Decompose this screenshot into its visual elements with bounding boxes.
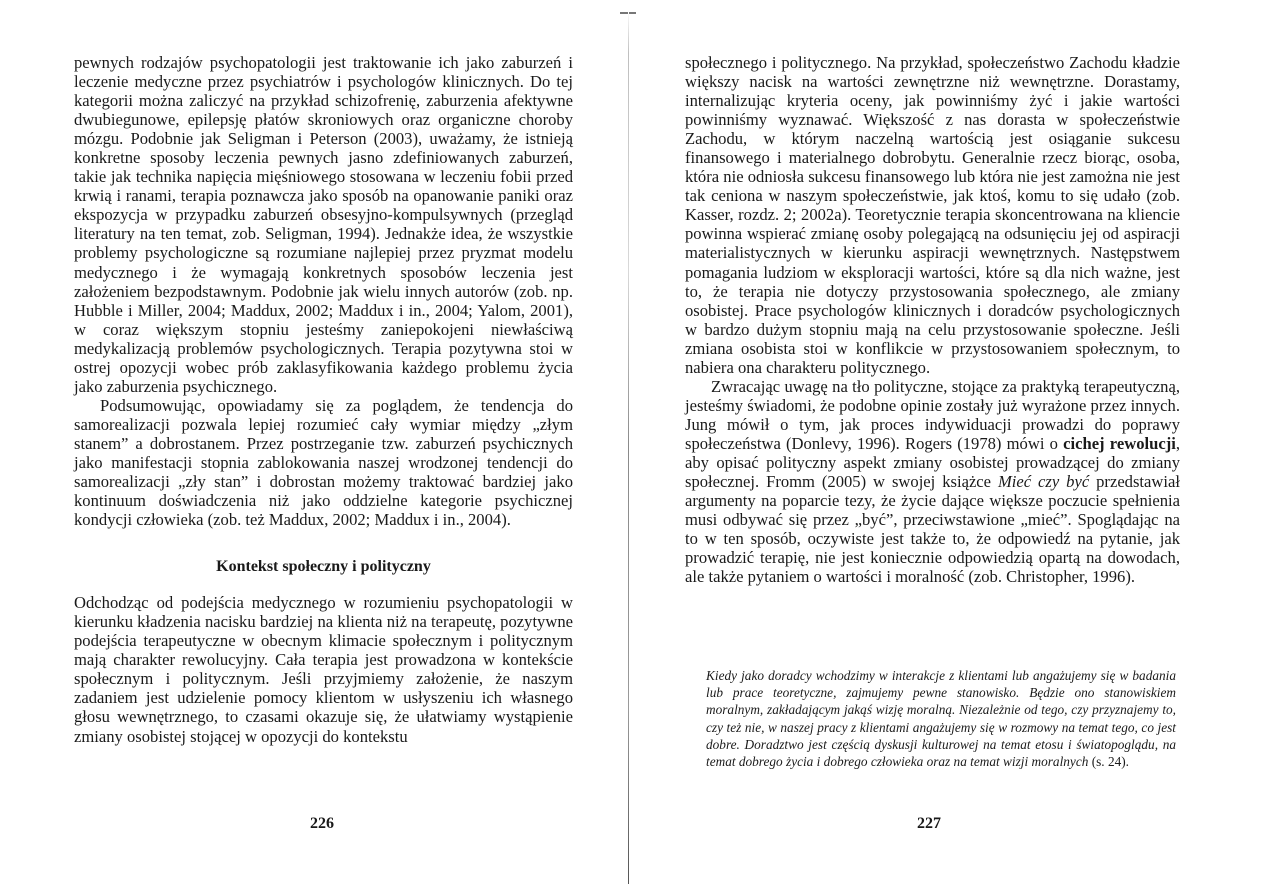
page-number: 226 (310, 815, 334, 832)
body-paragraph: Podsumowując, opowiadamy się za poglądem, że tendencja do samorealizacji pozwala lepiej rozumieć cały wymiar między „złym stanem” a dobrostanem. Przez postrzeganie tzw. zaburzeń psychicznych jako manifestacji stopnia zablokowania naszej wrodzonej tendencji do samorealizacji „zły stan” i dobrostan możemy traktować bardziej jako kontinuum doświadczenia niż jako oddzielne kategorie psychicznej kondycji człowieka (zob. też Maddux, 2002; Maddux i in., 2004). (74, 395, 573, 530)
section-heading: Kontekst społeczny i polityczny (216, 558, 431, 576)
quote-citation: (s. 24). (1088, 754, 1129, 770)
text-run: , aby opisać polityczny aspekt zmiany osobistej prowadzącej do zmiany społecznej. Fromm (2005) w swojej książce (685, 433, 1180, 492)
block-quote (706, 667, 1176, 770)
page-number: 227 (917, 815, 941, 832)
right-page (631, 0, 1262, 894)
left-page-body (74, 53, 573, 746)
book-gutter-divider (628, 10, 629, 884)
body-paragraph: społecznego i politycznego. Na przykład, społeczeństwo Zachodu kładzie większy nacisk na wartości zewnętrzne niż wewnętrzne. Dorastamy, internalizując kryteria oceny, jak powinniśmy żyć i jakie wartości powinniśmy wyznawać. Większość z nas dorasta w społeczeństwie Zachodu, w którym naczelną wartością jest osiąganie sukcesu finansowego i materialnego dobrobytu. Generalnie rzecz biorąc, osoba, która nie odniosła sukcesu finansowego lub która nie jest zamożna nie jest tak ceniona w naszym społeczeństwie, jak ktoś, komu to się udało (zob. Kasser, rozdz. 2; 2002a). Teoretycznie terapia skoncentrowana na kliencie powinna wspierać zmianę osoby polegającą na odsunięciu jej od aspiracji materialistycznych w kierunku aspiracji wewnętrznych. Następstwem pomagania ludziom w eksploracji wartości, które są dla nich ważne, jest to, że terapia nie dotyczy przystosowania społecznego, ale zmiany osobistej. Prace psychologów klinicznych i doradców psychologicznych w bardzo dużym stopniu mają na celu przystosowanie społeczne. Jeśli zmiana osobista stoi w konflikcie w przystosowaniem społecznym, to nabiera ona charakteru politycznego. (685, 53, 1180, 377)
book-title: Mieć czy być (997, 472, 1090, 492)
text-run: przedstawiał argumenty na poparcie tezy, że życie dające większe poczucie spełnienia musi odbywać się przez „być”, przeciwstawione „mieć”. Spoglądając na to w ten sposób, oczywiste jest także to, że odpowiedź na pytanie, jak prowadzić terapię, nie jest koniecznie odpowiedzią opartą na dowodach, ale także pytaniem o wartości i moralność (zob. Christopher, 1996). (685, 472, 1180, 587)
left-page (0, 0, 630, 894)
body-paragraph (685, 377, 1180, 587)
body-paragraph: pewnych rodzajów psychopatologii jest traktowanie ich jako zaburzeń i leczenie medyczne przez psychiatrów i psychologów klinicznych. Do tej kategorii można zaliczyć na przykład schizofrenię, zaburzenia afektywne dwubiegunowe, epilepsję płatów skroniowych oraz organiczne choroby mózgu. Podobnie jak Seligman i Peterson (2003), uważamy, że istnieją konkretne sposoby leczenia pewnych jasno zdefiniowanych zaburzeń, takie jak technika napięcia mięśniowego stosowana w leczeniu fobii przed krwią i ranami, terapia poznawcza jako sposób na opanowanie paniki oraz ekspozycja w przypadku zaburzeń obsesyjno-kompulsywnych (przegląd literatury na ten temat, zob. Seligman, 1994). Jednakże idea, że wszystkie problemy psychologiczne są rozumiane najlepiej przez pryzmat modelu medycznego i że wymagają konkretnych sposobów leczenia jest założeniem bezpodstawnym. Podobnie jak wielu innych autorów (zob. np. Hubble i Miller, 2004; Maddux, 2002; Maddux i in., 2004; Yalom, 2001), w coraz większym stopniu jesteśmy zaniepokojeni niewłaściwą medykalizacją problemów psychologicznych. Terapia pozytywna stoi w ostrej opozycji wobec prób zaklasyfikowania każdego problemu życia jako zaburzenia psychicznego. (74, 53, 573, 396)
right-page-body (685, 53, 1180, 586)
bold-term: cichej rewolucji (1063, 433, 1176, 453)
quote-text: Kiedy jako doradcy wchodzimy w interakcje z klientami lub angażujemy się w badania lub prace teoretyczne, zajmujemy pewne stanowisko. Będzie ono stanowiskiem moralnym, zakładającym jakąś wizję moralną. Niezależnie od tego, czy przyznajemy to, czy też nie, w naszej pracy z klientami angażujemy się w rozmowy na temat tego, co jest dobre. Doradztwo jest częścią dyskusji kulturowej na temat etosu i światopoglądu, na temat dobrego życia i dobrego człowieka oraz na temat wizji moralnych (706, 668, 1176, 770)
text-run: Zwracając uwagę na tło polityczne, stojące za praktyką terapeutyczną, jesteśmy świadomi, że podobne opinie zostały już wyrażone przez innych. Jung mówił o tym, jak proces indywiduacji prowadzi do poprawy społeczeństwa (Donlevy, 1996). Rogers (1978) mówi o (685, 376, 1180, 453)
body-paragraph: Odchodząc od podejścia medycznego w rozumieniu psychopatologii w kierunku kładzenia nacisku bardziej na klienta niż na terapeutę, pozytywne podejścia terapeutyczne w obecnym klimacie społecznym i politycznym mają charakter rewolucyjny. Cała terapia jest prowadzona w kontekście społecznym i politycznym. Jeśli przyjmiemy założenie, że naszym zadaniem jest udzielenie pomocy klientom w usłyszeniu ich własnego głosu wewnętrznego, to czasami okazuje się, że ułatwiamy wystąpienie zmiany osobistej stojącej w opozycji do kontekstu (74, 593, 573, 746)
